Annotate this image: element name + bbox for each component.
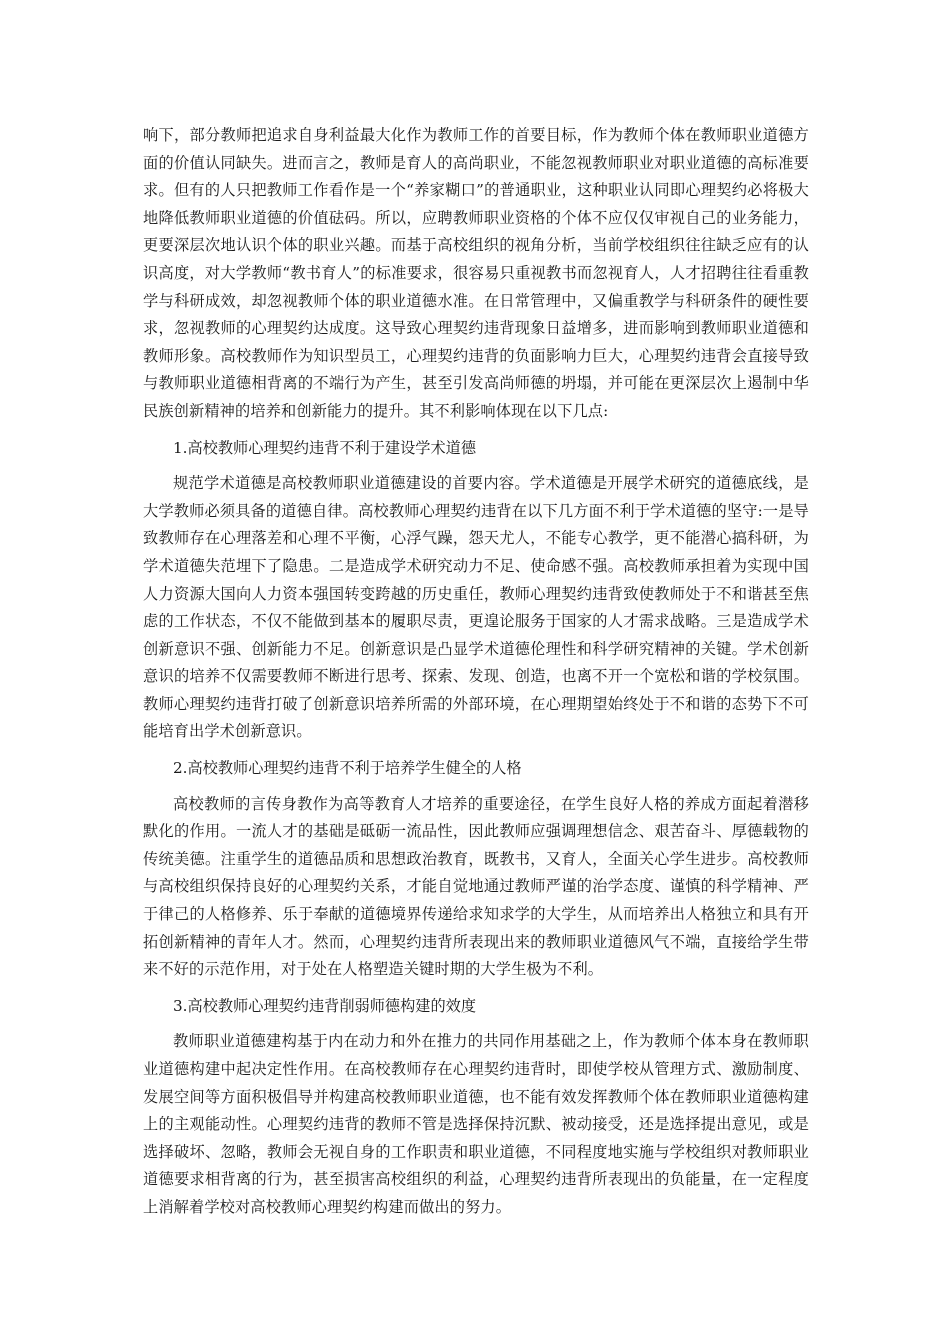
- section-heading: 3.高校教师心理契约违背削弱师德构建的效度: [173, 996, 477, 1015]
- body-paragraph: 规范学术道德是高校教师职业道德建设的首要内容。学术道德是开展学术研究的道德底线，是大学教师必须具备的道德自律。高校教师心理契约违背在以下几方面不利于学术道德的坚守:一是导致教师存在心理落差和心理不平衡，心浮气躁，怨天尤人，不能专心教学，更不能潜心搞科研，为学术道德失范埋下了隐患。二是造成学术研究动力不足、使命感不强。高校教师承担着为实现中国人力资源大国向人力资本强国转变跨越的历史重任，教师心理契约违背致使教师处于不和谐甚至焦虑的工作状态，不仅不能做到基本的履职尽责，更遑论服务于国家的人才需求战略。三是造成学术创新意识不强、创新能力不足。创新意识是凸显学术道德伦理性和科学研究精神的关键。学术创新意识的培养不仅需要教师不断进行思考、探索、发现、创造，也离不开一个宽松和谐的学校氛围。教师心理契约违背打破了创新意识培养所需的外部环境，在心理期望始终处于不和谐的态势下不可能培育出学术创新意识。: [143, 474, 809, 741]
- section-heading: 2.高校教师心理契约违背不利于培养学生健全的人格: [173, 759, 522, 778]
- body-paragraph: 教师职业道德建构基于内在动力和外在推力的共同作用基础之上，作为教师个体本身在教师职业道德构建中起决定性作用。在高校教师存在心理契约违背时，即使学校从管理方式、激励制度、发展空间等方面积极倡导并构建高校教师职业道德，也不能有效发挥教师个体在教师职业道德构建上的主观能动性。心理契约违背的教师不管是选择保持沉默、被动接受，还是选择提出意见，或是选择破坏、忽略，教师会无视自身的工作职责和职业道德，不同程度地实施与学校组织对教师职业道德要求相背离的行为，甚至损害高校组织的利益，心理契约违背所表现出的负能量，在一定程度上消解着学校对高校教师心理契约构建而做出的努力。: [143, 1032, 809, 1216]
- document-page: [143, 122, 809, 1222]
- section-heading: 1.高校教师心理契约违背不利于建设学术道德: [173, 438, 477, 457]
- body-paragraph: 响下，部分教师把追求自身利益最大化作为教师工作的首要目标，作为教师个体在教师职业道德方面的价值认同缺失。进而言之，教师是育人的高尚职业，不能忽视教师职业对职业道德的高标准要求。但有的人只把教师工作看作是一个“养家糊口”的普通职业，这种职业认同即心理契约必将极大地降低教师职业道德的价值砝码。所以，应聘教师职业资格的个体不应仅仅审视自己的业务能力，更要深层次地认识个体的职业兴趣。而基于高校组织的视角分析，当前学校组织往往缺乏应有的认识高度，对大学教师“教书育人”的标准要求，很容易只重视教书而忽视育人，人才招聘往往看重教学与科研成效，却忽视教师个体的职业道德水准。在日常管理中，又偏重教学与科研条件的硬性要求，忽视教师的心理契约达成度。这导致心理契约违背现象日益增多，进而影响到教师职业道德和教师形象。高校教师作为知识型员工，心理契约违背的负面影响力巨大，心理契约违背会直接导致与教师职业道德相背离的不端行为产生，甚至引发高尚师德的坍塌，并可能在更深层次上遏制中华民族创新精神的培养和创新能力的提升。其不利影响体现在以下几点:: [143, 126, 809, 420]
- body-paragraph: 高校教师的言传身教作为高等教育人才培养的重要途径，在学生良好人格的养成方面起着潜移默化的作用。一流人才的基础是砥砺一流品性，因此教师应强调理想信念、艰苦奋斗、厚德载物的传统美德。注重学生的道德品质和思想政治教育，既教书，又育人，全面关心学生进步。高校教师与高校组织保持良好的心理契约关系，才能自觉地通过教师严谨的治学态度、谨慎的科学精神、严于律己的人格修养、乐于奉献的道德境界传递给求知求学的大学生，从而培养出人格独立和具有开拓创新精神的青年人才。然而，心理契约违背所表现出来的教师职业道德风气不端，直接给学生带来不好的示范作用，对于处在人格塑造关键时期的大学生极为不利。: [143, 794, 809, 979]
